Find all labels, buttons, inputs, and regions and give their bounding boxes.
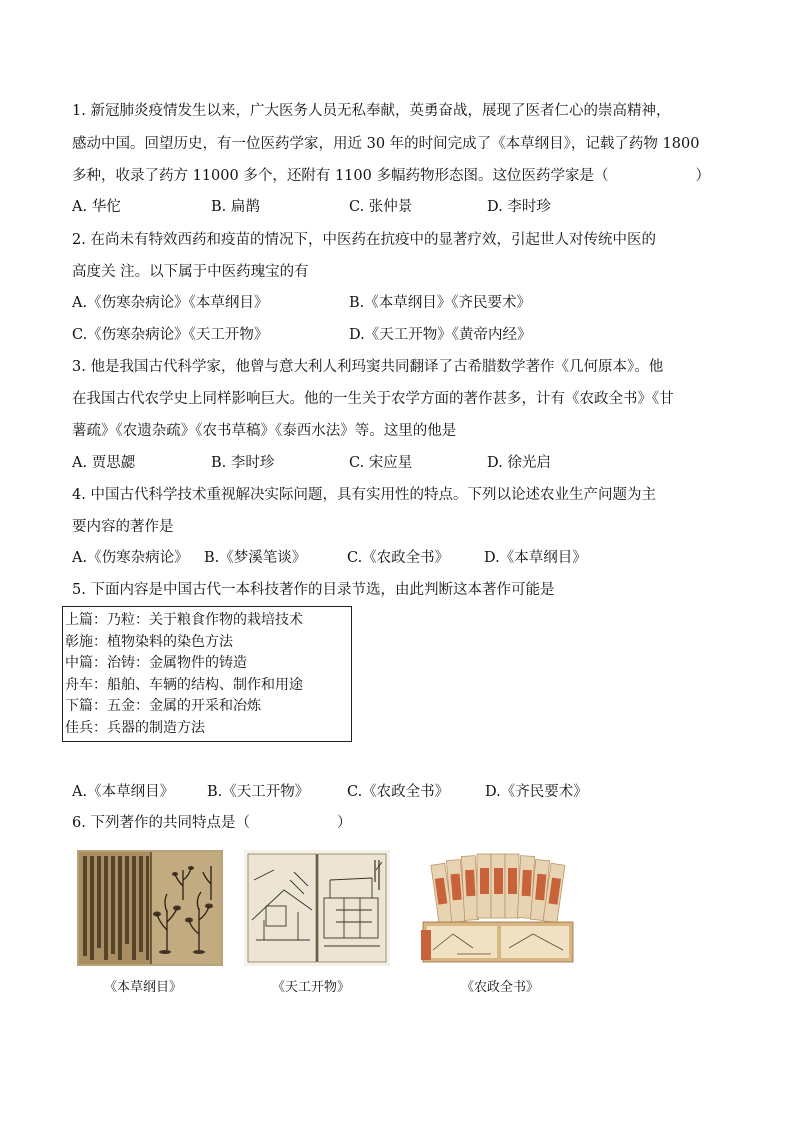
q3-option-a[interactable]: A. 贾思勰	[72, 455, 136, 471]
caption-nongzheng-quanshu: 《农政全书》	[461, 980, 540, 995]
caption-tiangong-kaiwu: 《天工开物》	[272, 980, 351, 995]
caption-bencao-gangmu: 《本草纲目》	[104, 980, 183, 995]
q2-options-row-2	[72, 325, 722, 345]
q3-line-3: 薯疏》《农遗杂疏》《农书草稿》《泰西水法》等。这里的他是	[72, 423, 457, 439]
tiangong-kaiwu-image	[244, 850, 390, 966]
q5-line-1: 5. 下面内容是中国古代一本科技著作的目录节选，由此判断这本著作可能是	[72, 582, 555, 598]
q3-options	[72, 453, 722, 473]
q1-line-2: 感动中国。回望历史，有一位医药学家，用近 30 年的时间完成了《本草纲目》，记载了药物 1800	[72, 136, 700, 152]
toc-entry: 下篇：五金：金属的开采和冶炼	[65, 698, 261, 714]
q2-option-c[interactable]: C.《伤寒杂病论》《天工开物》	[72, 327, 269, 343]
q4-option-c[interactable]: C.《农政全书》	[347, 550, 450, 566]
q4-line-2: 要内容的著作是	[72, 519, 174, 535]
q1-option-b[interactable]: B. 扁鹊	[211, 199, 260, 215]
q4-option-b[interactable]: B.《梦溪笔谈》	[204, 550, 307, 566]
q2-option-d[interactable]: D.《天工开物》《黄帝内经》	[349, 327, 532, 343]
q3-line-2: 在我国古代农学史上同样影响巨大。他的一生关于农学方面的著作甚多，计有《农政全书》《甘	[72, 391, 674, 407]
toc-entry: 上篇：乃粒：关于粮食作物的栽培技术	[65, 612, 303, 628]
q2-option-a[interactable]: A.《伤寒杂病论》《本草纲目》	[72, 295, 269, 311]
q5-options	[72, 782, 722, 802]
q1-option-d[interactable]: D. 李时珍	[487, 199, 551, 215]
q1-line-1: 1. 新冠肺炎疫情发生以来，广大医务人员无私奉献，英勇奋战，展现了医者仁心的崇高精神，	[72, 103, 671, 119]
q4-option-d[interactable]: D.《本草纲目》	[484, 550, 587, 566]
bencao-gangmu-image	[77, 850, 223, 966]
q1-options	[72, 197, 722, 217]
q2-options-row-1	[72, 293, 722, 313]
q1-option-a[interactable]: A. 华佗	[72, 199, 121, 215]
q3-line-1: 3. 他是我国古代科学家，他曾与意大利人利玛窦共同翻译了古希腊数学著作《几何原本》。他	[72, 359, 664, 375]
toc-entry: 彰施：植物染料的染色方法	[65, 633, 233, 650]
q2-line-2: 高度关 注。以下属于中医药瑰宝的有	[72, 264, 309, 280]
q1-line-3: 多种，收录了药方 11000 多个，还附有 1100 多幅药物形态图。这位医药学家是（ ）	[72, 168, 710, 184]
q4-option-a[interactable]: A.《伤寒杂病论》	[72, 550, 189, 566]
toc-entry: 舟车：船舶、车辆的结构、制作和用途	[65, 676, 303, 693]
q4-line-1: 4. 中国古代科学技术重视解决实际问题，具有实用性的特点。下列以论述农业生产问题为主	[72, 487, 656, 503]
q5-table-of-contents-box	[62, 606, 352, 742]
q5-option-d[interactable]: D.《齐民要术》	[485, 784, 588, 800]
q6-line-1: 6. 下列著作的共同特点是（ ）	[72, 815, 352, 831]
q2-option-b[interactable]: B.《本草纲目》《齐民要术》	[349, 295, 532, 311]
q4-options	[72, 548, 722, 568]
q5-option-b[interactable]: B.《天工开物》	[207, 784, 310, 800]
q1-option-c[interactable]: C. 张仲景	[349, 199, 413, 215]
q5-option-a[interactable]: A.《本草纲目》	[72, 784, 175, 800]
q5-option-c[interactable]: C.《农政全书》	[347, 784, 450, 800]
q3-option-b[interactable]: B. 李时珍	[211, 455, 275, 471]
toc-entry: 佳兵：兵器的制造方法	[65, 719, 205, 736]
toc-entry: 中篇：治铸：金属物件的铸造	[65, 655, 247, 671]
q3-option-c[interactable]: C. 宋应星	[349, 455, 413, 471]
q2-line-1: 2. 在尚未有特效西药和疫苗的情况下，中医药在抗疫中的显著疗效，引起世人对传统中医的	[72, 232, 656, 248]
q3-option-d[interactable]: D. 徐光启	[487, 455, 551, 471]
nongzheng-quanshu-image	[413, 850, 583, 966]
